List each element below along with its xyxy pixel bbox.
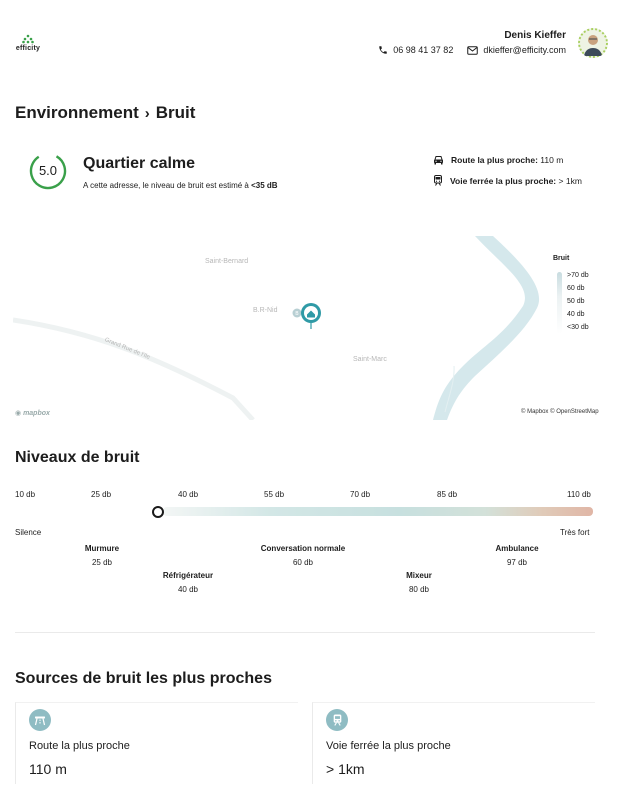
reference-name: Murmure	[84, 544, 120, 553]
road-summary-value: 110 m	[540, 155, 564, 165]
scale-tick: 25 db	[91, 490, 112, 499]
map-place-label: B.R-Nid	[253, 307, 278, 314]
avatar-photo	[578, 28, 608, 58]
email-address: dkieffer@efficity.com	[483, 45, 566, 55]
map-road-line	[13, 320, 253, 420]
svg-text:B: B	[295, 311, 299, 317]
scale-tick: 55 db	[264, 490, 285, 499]
breadcrumb	[15, 103, 195, 123]
noise-scale-bar	[163, 507, 593, 516]
map-river	[433, 236, 539, 420]
scale-tick: 85 db	[437, 490, 458, 499]
phone-number: 06 98 41 37 82	[393, 45, 454, 55]
rail-source-label: Voie ferrée la plus proche	[326, 740, 451, 752]
noise-score: 5.0	[38, 163, 58, 178]
noise-summary-description	[83, 181, 278, 190]
scale-tick: 10 db	[15, 490, 36, 499]
scale-end-label: Très fort	[560, 528, 590, 537]
map-legend-item: 40 db	[567, 311, 585, 318]
reference-name: Ambulance	[495, 544, 539, 553]
noise-sources-title: Sources de bruit les plus proches	[15, 670, 272, 687]
rail-source-card	[312, 702, 595, 784]
breadcrumb-current: Bruit	[155, 103, 196, 122]
breadcrumb-parent[interactable]: Environnement	[15, 103, 139, 122]
train-icon	[433, 175, 443, 186]
location-pin-icon[interactable]	[291, 301, 325, 333]
map-legend-item: 50 db	[567, 298, 585, 305]
logo-text: efficity	[15, 45, 41, 52]
noise-levels-title: Niveaux de bruit	[15, 449, 140, 466]
road-source-value: 110 m	[29, 761, 67, 777]
map-legend-item: >70 db	[567, 272, 589, 279]
agent-contact	[378, 45, 566, 55]
reference-level	[243, 544, 363, 567]
rail-summary-label: Voie ferrée la plus proche:	[450, 175, 557, 186]
road-source-card	[15, 702, 298, 784]
rail-source-value: > 1km	[326, 761, 365, 777]
current-level-marker	[152, 506, 164, 518]
reference-value: 80 db	[408, 585, 430, 594]
section-divider	[15, 632, 595, 633]
map-place-label: Saint-Bernard	[205, 258, 249, 265]
email-link[interactable]	[467, 45, 566, 55]
map-legend-item: 60 db	[567, 285, 585, 292]
description-text: A cette adresse, le niveau de bruit est estimé à	[83, 181, 252, 190]
noise-map[interactable]	[13, 236, 605, 420]
reference-level	[42, 544, 162, 567]
scale-start-label: Silence	[15, 528, 42, 537]
rail-summary-value: > 1km	[558, 175, 582, 186]
reference-level	[359, 571, 479, 594]
reference-value: 97 db	[506, 558, 528, 567]
reference-value: 25 db	[91, 558, 113, 567]
map-place-label: Saint-Marc	[353, 356, 387, 363]
logo-dots-icon	[22, 34, 34, 44]
phone-icon	[378, 45, 388, 55]
mapbox-logo[interactable]: ◉ mapbox	[15, 410, 50, 417]
map-attribution[interactable]: © Mapbox © OpenStreetMap	[521, 409, 599, 415]
map-legend-gradient	[557, 272, 562, 334]
nearest-road-summary	[433, 155, 563, 165]
description-value: <35 dB	[251, 181, 278, 190]
nearest-rail-summary	[433, 175, 582, 186]
train-icon	[326, 709, 348, 731]
scale-tick: 40 db	[178, 490, 199, 499]
reference-level	[128, 571, 248, 594]
phone-link[interactable]	[378, 45, 453, 55]
reference-value: 40 db	[177, 585, 199, 594]
agent-avatar	[578, 28, 608, 58]
noise-summary-title: Quartier calme	[83, 155, 196, 172]
efficity-logo[interactable]	[13, 34, 43, 52]
reference-level	[457, 544, 577, 567]
map-road-label: Grand Rue de l'Ile	[103, 337, 151, 361]
car-icon	[433, 155, 444, 165]
road-summary-label: Route la plus proche:	[451, 155, 538, 165]
agent-name: Denis Kieffer	[504, 30, 566, 41]
scale-tick: 110 db	[567, 490, 591, 499]
reference-value: 60 db	[292, 558, 314, 567]
map-legend-item: <30 db	[567, 324, 589, 331]
scale-tick: 70 db	[350, 490, 371, 499]
highway-icon	[29, 709, 51, 731]
mail-icon	[467, 46, 478, 55]
mapbox-logo-text: mapbox	[23, 410, 50, 417]
map-legend-title: Bruit	[553, 255, 570, 262]
breadcrumb-separator: ›	[144, 104, 150, 122]
road-source-label: Route la plus proche	[29, 740, 130, 752]
reference-name: Mixeur	[406, 571, 432, 580]
reference-name: Conversation normale	[260, 544, 346, 553]
reference-name: Réfrigérateur	[162, 571, 214, 580]
